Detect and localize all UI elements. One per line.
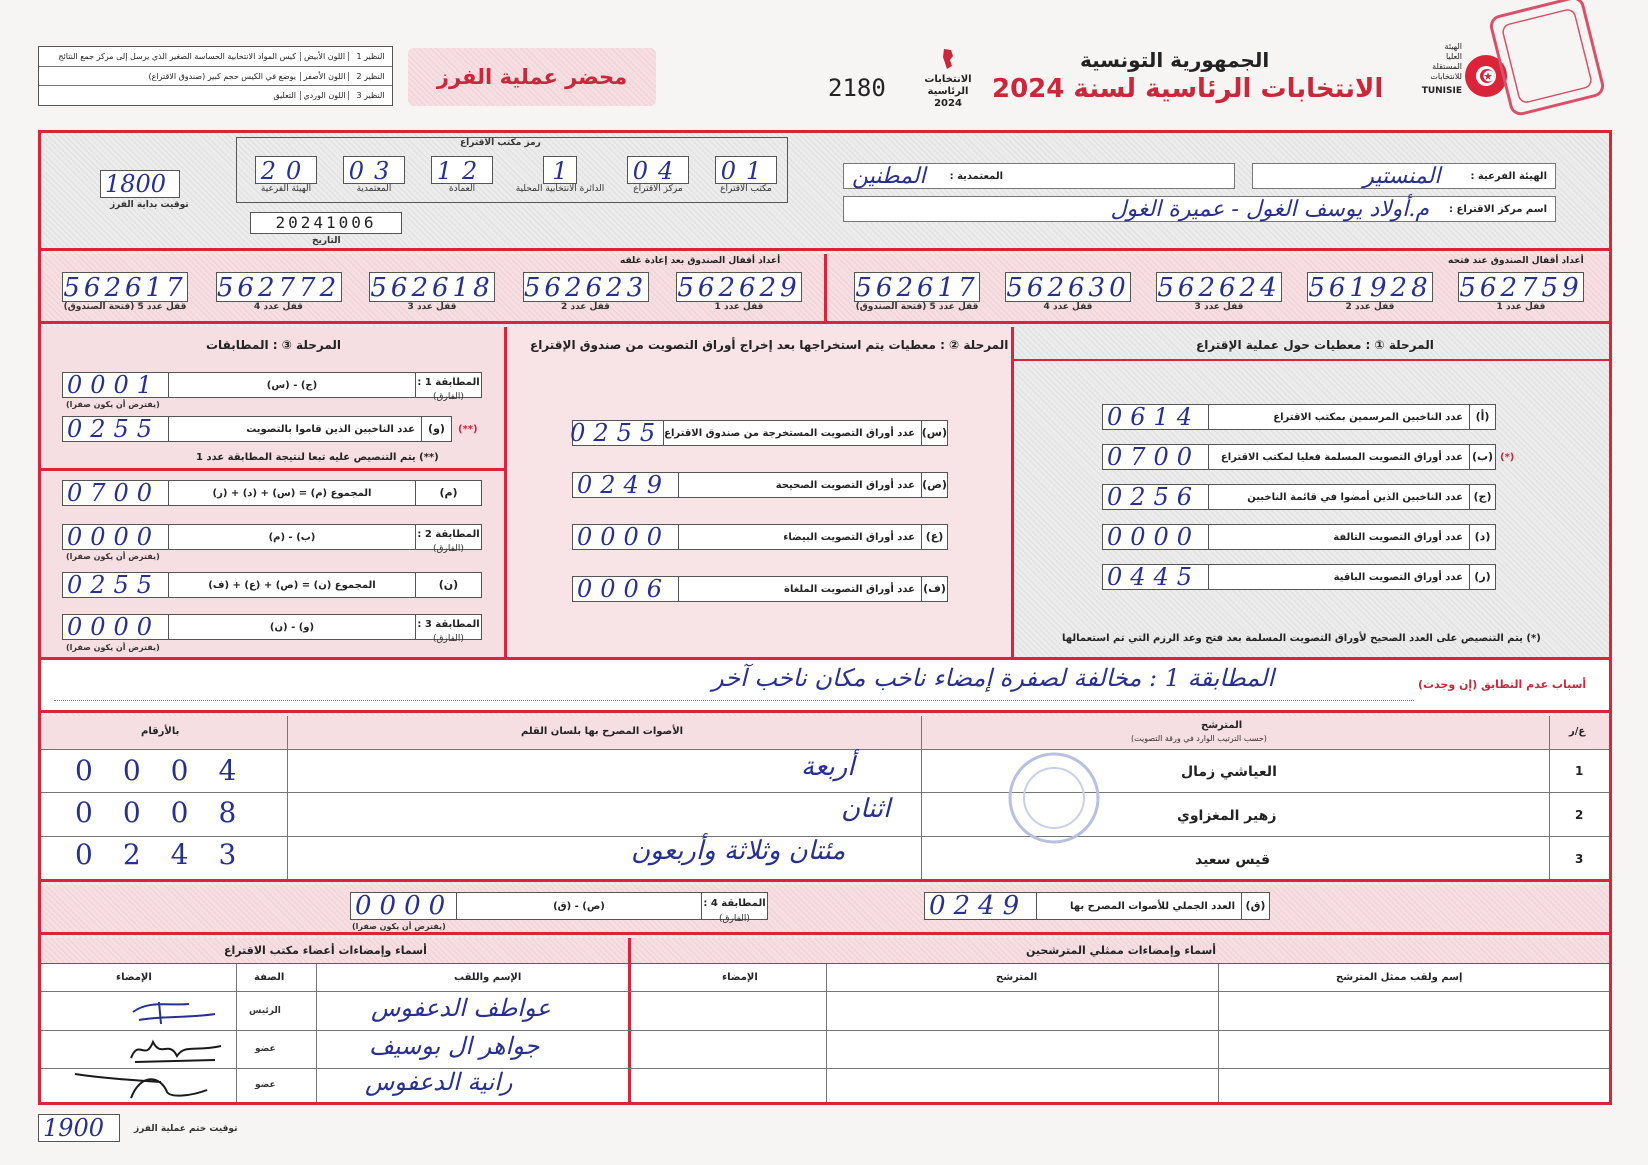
voters-voted-mark: (**)	[458, 424, 478, 435]
mismatch-label: أسباب عدم التطابق (إن وجدت)	[1418, 678, 1587, 691]
legend-row-1: كيس المواد الانتخابية الحساسة الصغير الذي يرسل إلى مركز جمع النتائج اللون الأبيض النظير 1	[39, 47, 392, 67]
match2-row: المطابقة 2 : (الفارق) (ب) - (م) 0000	[62, 524, 482, 550]
code-subauthority-value: 20	[255, 156, 317, 184]
match1-row: المطابقة 1 : (الفارق) (ج) - (س) 0001	[62, 372, 482, 398]
start-time-box	[100, 170, 180, 198]
locks-at-open-title: أعداد أقفال الصندوق عند فتحه	[1448, 256, 1584, 266]
member-row-3: عضو رانية الدعفوس	[41, 1068, 628, 1102]
stage3-separator	[41, 468, 507, 471]
lock-after-5: 562617 قفل عدد 5 (فتحة الصندوق)	[63, 273, 187, 312]
date-label: التاريخ	[312, 236, 341, 246]
col-number-header: ع/ر	[1569, 726, 1586, 737]
member-row-1: الرئيس عواطف الدعفوس	[41, 992, 628, 1030]
signature-2	[125, 1032, 225, 1066]
stage2-rows	[572, 420, 948, 602]
locks-after-close	[62, 272, 802, 312]
stage2-title: المرحلة ② : معطيات يتم استخراجها بعد إخراج أوراق التصويت من صندوق الإقتراع	[530, 338, 1009, 352]
code-voting-office: 01 مكتب الاقتراع	[706, 156, 786, 194]
code-local-district-value: 1	[543, 156, 577, 184]
code-local-district: 1 الدائرة الانتخابية المحلية	[515, 157, 605, 194]
match1-dependency-note: (**) يتم التنصيص عليه تبعا لنتيجة المطابقة عدد 1	[196, 452, 439, 463]
col-words-header: الأصوات المصرح بها بلسان القلم	[521, 726, 684, 737]
form-number: 2180	[828, 74, 886, 102]
col-signature-members: الإمضاء	[116, 972, 152, 983]
office-code-title: رمز مكتب الاقتراع	[460, 138, 541, 148]
member-row-2: عضو جواهر ال بوسيف	[41, 1030, 628, 1068]
document-title-box	[408, 48, 656, 106]
code-voting-office-value: 01	[715, 156, 777, 184]
total-votes-row: (ق) العدد الجملي للأصوات المصرح بها 0249	[924, 892, 1270, 920]
col-candidate-header: المترشح	[1201, 720, 1243, 731]
lock-after-4: 562772 قفل عدد 4	[216, 273, 341, 312]
candidates-header	[41, 716, 1609, 750]
col-candidate-sub: (حسب الترتيب الوارد في ورقة التصويت)	[1131, 734, 1267, 743]
total-m-row: (م) المجموع (م) = (س) + (د) + (ر) 0700	[62, 480, 482, 506]
date-value: 20241006	[275, 213, 377, 232]
candidate-row-3: 0243 مئتان وثلاثة وأربعون قيس سعيد 3	[75, 836, 1584, 871]
stage1-row-b: (ب) عدد أوراق التصويت المسلمة فعليا لمكتب الاقتراع 0700	[1102, 444, 1496, 470]
office-codes	[246, 156, 786, 194]
center-value: م.أولاد يوسف الغول - عميرة الغول	[1110, 196, 1430, 222]
code-voting-center: 04 مركز الاقتراع	[618, 156, 698, 194]
document-title: محضر عملية الفرز	[436, 65, 628, 89]
stage1-row-c: (ج) عدد الناخبين الذين أمضوا في قائمة الناخبين 0256	[1102, 484, 1496, 510]
match4-row: المطابقة 4 : (الفارق) (ص) - (ق) 0000	[350, 892, 768, 920]
lock-after-1: 562629 قفل عدد 1	[677, 273, 801, 312]
members-title: أسماء وإمضاءات أعضاء مكتب الاقتراع	[224, 944, 427, 957]
col-candidate-reps: المترشح	[996, 972, 1038, 983]
signature-3	[71, 1068, 211, 1102]
republic-heading: الجمهورية التونسية	[1080, 48, 1270, 72]
totals-section	[41, 885, 1609, 935]
election-title: الانتخابات الرئاسية لسنة 2024	[992, 74, 1384, 104]
locks-after-close-title: أعداد أقفال الصندوق بعد إعادة غلقه	[620, 256, 781, 266]
stage1-row-r: (ر) عدد أوراق التصويت الباقية 0445	[1102, 564, 1496, 590]
match3-note: (يفترض أن يكون صفرا)	[66, 643, 160, 652]
candidate-row-1: 0004 أربعة العياشي زمال 1	[75, 752, 1584, 787]
end-time-value: 1900	[43, 1114, 105, 1142]
delegation-value: المطنين	[852, 163, 926, 189]
stage1-title: المرحلة ① : معطيات حول عملية الإقتراع	[1196, 338, 1434, 352]
end-time-label: توقيت ختم عملية الفرز	[134, 1124, 238, 1134]
lock-open-3: 562624 قفل عدد 3	[1157, 273, 1281, 312]
code-sector: 12 العمادة	[422, 156, 502, 194]
end-time-box	[38, 1114, 120, 1142]
locks-at-open	[854, 272, 1584, 312]
faint-stamp-icon	[1006, 750, 1102, 846]
candidate-row-2: 0008 اثنان زهير المغزاوي 2	[75, 794, 1584, 829]
stage2-row-s: (س) عدد أوراق التصويت المستخرجة من صندوق الاقتراع 0255	[572, 420, 948, 446]
match3-row: المطابقة 3 : (الفارق) (و) - (ن) 0000	[62, 614, 482, 640]
lock-open-4: 562630 قفل عدد 4	[1006, 273, 1130, 312]
total-n-row: (ن) المجموع (ن) = (ص) + (ع) + (ف) 0255	[62, 572, 482, 598]
signature-1	[129, 996, 219, 1028]
election-logo	[918, 48, 978, 114]
stage1-rows	[1102, 404, 1496, 590]
subauthority-field: الهيئة الفرعية : المنستير	[1252, 163, 1556, 189]
lock-open-5: 562617 قفل عدد 5 (فتحة الصندوق)	[855, 273, 979, 312]
locks-divider	[824, 254, 827, 324]
col-fullname: الإسم واللقب	[454, 972, 522, 983]
isie-logo: الهيئة العليا المستقلة للانتخابات TUNISIE	[1421, 42, 1462, 96]
subauthority-value: المنستير	[1363, 163, 1441, 189]
stage2-row-ain: (ع) عدد أوراق التصويت البيضاء 0000	[572, 524, 948, 550]
mismatch-line	[54, 700, 1414, 701]
lock-open-1: 562759 قفل عدد 1	[1459, 273, 1583, 312]
legend-row-2: يوضع في الكيس حجم كبير (صندوق الاقتراع) اللون الأصفر النظير 2	[39, 67, 392, 86]
col-role: الصفة	[254, 972, 285, 983]
date-box	[250, 212, 402, 234]
candidates-table	[41, 716, 1609, 882]
legend-row-3: التعليق اللون الوردي النظير 3	[39, 86, 392, 105]
stage1-row-a: (أ) عدد الناخبين المرسمين بمكتب الاقتراع 0614	[1102, 404, 1496, 430]
col-digits-header: بالأرقام	[141, 726, 180, 737]
voters-voted-row: (و) عدد الناخبين الذين قاموا بالتصويت 0255	[62, 416, 452, 442]
stage1-star-mark: (*)	[1500, 452, 1515, 463]
col-rep-name: إسم ولقب ممثل المترشح	[1336, 972, 1463, 983]
stage2-row-sad: (ص) عدد أوراق التصويت الصحيحة 0249	[572, 472, 948, 498]
code-voting-center-value: 04	[627, 156, 689, 184]
legend-table	[38, 46, 393, 106]
reps-title: أسماء وإمضاءات ممثلي المترشحين	[1026, 944, 1217, 957]
code-delegation: 03 المعتمدية	[334, 156, 414, 194]
stage1-note: (*) يتم التنصيص على العدد الصحيح لأوراق التصويت المسلمة بعد فتح وعد الرزم التي تم استعمالها	[1062, 633, 1541, 644]
match4-note: (يفترض أن يكون صفرا)	[352, 922, 446, 931]
start-time-value: 1800	[105, 170, 167, 198]
match1-note: (يفترض أن يكون صفرا)	[66, 400, 160, 409]
match2-note: (يفترض أن يكون صفرا)	[66, 552, 160, 561]
code-delegation-value: 03	[343, 156, 405, 184]
start-time-label: توقيت بداية الفرز	[110, 200, 189, 210]
col-signature-reps: الإمضاء	[722, 972, 758, 983]
signatures-divider	[628, 938, 631, 1102]
lock-after-2: 562623 قفل عدد 2	[523, 273, 648, 312]
logo-text: الانتخابات الرئاسية 2024	[924, 74, 972, 109]
stage1-row-d: (د) عدد أوراق التصويت التالفة 0000	[1102, 524, 1496, 550]
lock-open-2: 561928 قفل عدد 2	[1308, 273, 1432, 312]
official-stamp-icon	[1478, 0, 1608, 120]
code-subauthority: 20 الهيئة الفرعية	[246, 156, 326, 194]
mismatch-value: المطابقة 1 : مخالفة لصفرة إمضاء ناخب مكان ناخب آخر	[712, 664, 1275, 692]
code-sector-value: 12	[431, 156, 493, 184]
center-field: اسم مركز الاقتراع : م.أولاد يوسف الغول - عميرة الغول	[843, 196, 1556, 222]
stage3-title: المرحلة ③ : المطابقات	[206, 338, 342, 352]
stage2-row-fa: (ف) عدد أوراق التصويت الملغاة 0006	[572, 576, 948, 602]
tunisia-map-icon	[938, 48, 958, 70]
lock-after-3: 562618 قفل عدد 3	[370, 273, 494, 312]
delegation-field: المعتمدية : المطنين	[843, 163, 1235, 189]
